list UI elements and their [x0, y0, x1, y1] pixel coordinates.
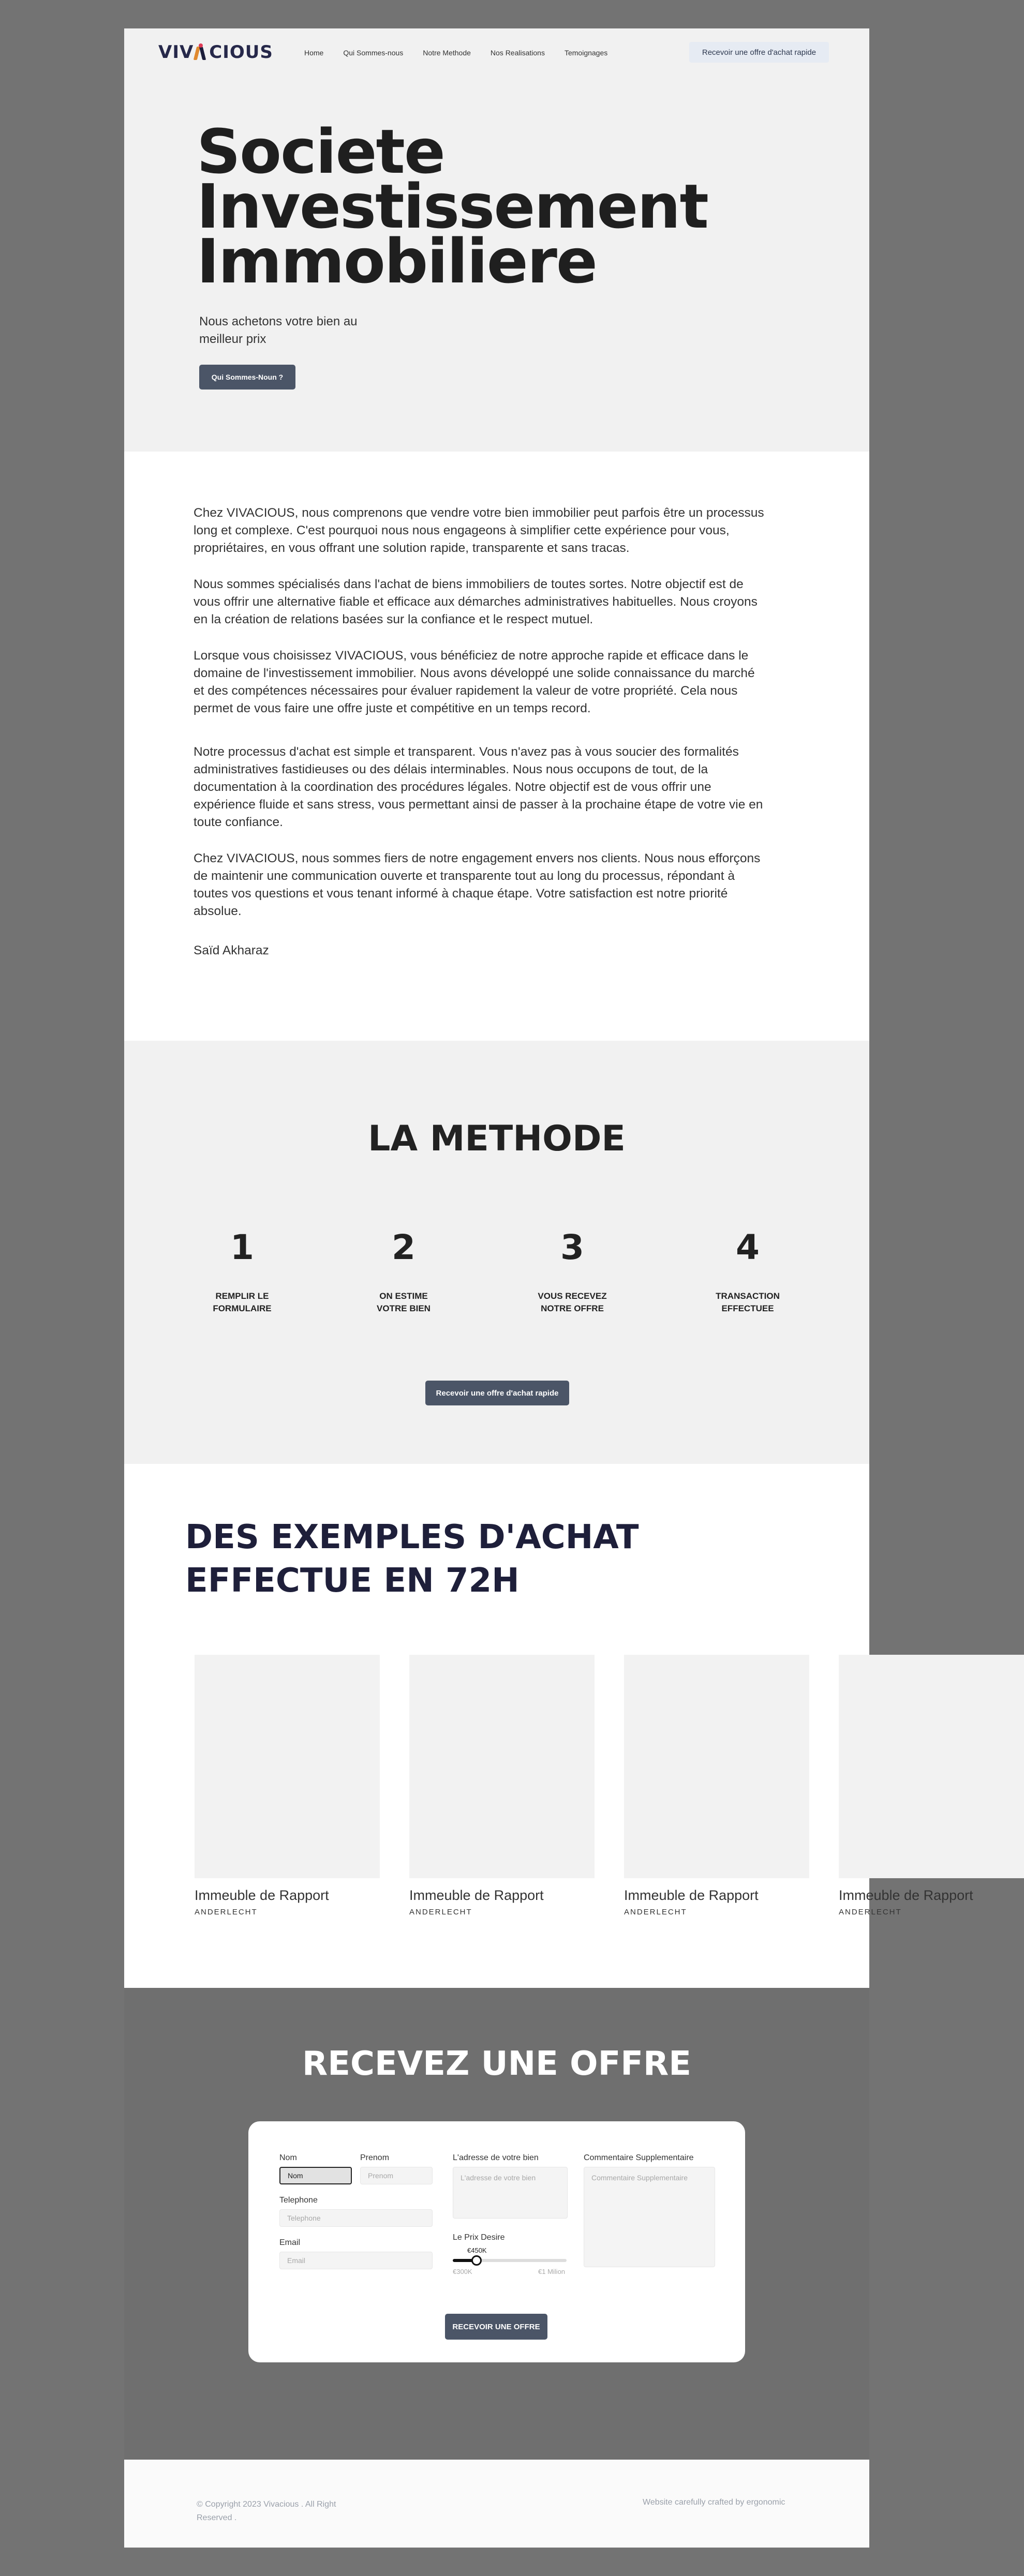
prix-min: €300K	[453, 2268, 472, 2275]
prenom-input[interactable]: Prenom	[360, 2167, 433, 2184]
prix-value: €450K	[467, 2246, 487, 2254]
example-image	[195, 1655, 380, 1878]
telephone-label: Telephone	[279, 2196, 318, 2205]
copyright-text: © Copyright 2023 Vivacious . All Right Reserved .	[197, 2500, 336, 2522]
adresse-label: L'adresse de votre bien	[453, 2153, 539, 2162]
nav-offer-button[interactable]: Recevoir une offre d'achat rapide	[689, 42, 829, 63]
logo-text-right: CIOUS	[209, 42, 273, 63]
step-number: 1	[230, 1227, 254, 1267]
methode-offer-button[interactable]: Recevoir une offre d'achat rapide	[425, 1381, 569, 1405]
example-name: Immeuble de Rapport	[409, 1888, 544, 1903]
about-paragraph: Chez VIVACIOUS, nous comprenons que vendre votre bien immobilier peut parfois être un processus long et complexe. C'est pourquoi nous nous engageons à simplifier cette expérience pour vous, propriétaires, en vous offrant une solution rapide, transparente et sans tracas.	[194, 506, 764, 555]
example-name: Immeuble de Rapport	[195, 1888, 329, 1903]
prix-max: €1 Milion	[538, 2268, 566, 2275]
example-image	[624, 1655, 809, 1878]
hero-title-line: Immobiliere	[197, 226, 597, 297]
step-2	[352, 1227, 455, 1315]
email-label: Email	[279, 2238, 301, 2247]
nav-home[interactable]: Home	[304, 49, 324, 57]
example-image	[409, 1655, 595, 1878]
step-1	[190, 1227, 294, 1315]
example-location: ANDERLECHT	[624, 1908, 687, 1916]
footer	[124, 2460, 869, 2548]
prix-label: Le Prix Desire	[453, 2233, 505, 2242]
prix-slider-handle[interactable]	[471, 2255, 482, 2266]
example-location: ANDERLECHT	[195, 1908, 258, 1916]
nav-notre-methode[interactable]: Notre Methode	[423, 49, 471, 57]
nom-input[interactable]: Nom	[279, 2167, 352, 2184]
example-image	[839, 1655, 1024, 1878]
offer-form	[248, 2121, 745, 2362]
page	[124, 28, 973, 2548]
methode-section	[124, 1041, 869, 1464]
exemples-title: DES EXEMPLES D'ACHAT EFFECTUE EN 72H	[185, 1518, 639, 1600]
example-name: Immeuble de Rapport	[839, 1888, 973, 1903]
about-section	[194, 504, 768, 960]
offre-section	[124, 1988, 869, 2460]
example-card[interactable]	[624, 1655, 809, 1916]
step-number: 3	[560, 1227, 584, 1267]
nom-label: Nom	[279, 2153, 297, 2162]
telephone-input[interactable]: Telephone	[279, 2209, 433, 2227]
offre-title: RECEVEZ UNE OFFRE	[302, 2045, 691, 2083]
step-label: TRANSACTION EFFECTUEE	[716, 1291, 780, 1313]
methode-title: LA METHODE	[368, 1118, 626, 1159]
hero-title	[197, 116, 766, 297]
example-name: Immeuble de Rapport	[624, 1888, 759, 1903]
adresse-input[interactable]: L'adresse de votre bien	[453, 2167, 568, 2219]
credit-link[interactable]: Website carefully crafted by ergonomic	[643, 2498, 785, 2507]
step-label: VOUS RECEVEZ NOTRE OFFRE	[538, 1291, 607, 1313]
hero-subtitle: Nous achetons votre bien au meilleur prix	[199, 314, 358, 346]
example-card[interactable]	[839, 1655, 1024, 1916]
commentaire-label: Commentaire Supplementaire	[584, 2153, 694, 2162]
step-number: 4	[736, 1227, 760, 1267]
hero-title-line: Investissement	[197, 171, 708, 242]
example-card[interactable]	[409, 1655, 595, 1916]
example-card[interactable]	[195, 1655, 380, 1916]
step-4	[696, 1227, 799, 1315]
step-label: ON ESTIME VOTRE BIEN	[377, 1291, 431, 1313]
example-location: ANDERLECHT	[409, 1908, 472, 1916]
hero-title-line: Societe	[197, 116, 444, 187]
submit-offer-button[interactable]: RECEVOIR UNE OFFRE	[445, 2314, 547, 2340]
nav-nos-realisations[interactable]: Nos Realisations	[490, 49, 545, 57]
main-nav	[304, 49, 607, 57]
about-paragraph: Chez VIVACIOUS, nous sommes fiers de notre engagement envers nos clients. Nous nous efforçons de maintenir une communication ouverte et transparente tout au long du processus, répondant à toutes vos questions et vous tenant informé à chaque étape. Votre satisfaction est notre priorité absolue.	[194, 851, 761, 918]
step-number: 2	[392, 1227, 415, 1267]
signature: Saïd Akharaz	[194, 943, 269, 957]
step-label: REMPLIR LE FORMULAIRE	[213, 1291, 272, 1313]
logo[interactable]	[158, 42, 273, 63]
about-paragraph: Notre processus d'achat est simple et transparent. Vous n'avez pas à vous soucier des formalités administratives fastidieuses ou des délais interminables. Nous nous occupons de tout, de la documentation à la coordination des procédures légales. Notre objectif est de vous offrir une expérience fluide et sans stress, vous permettant ainsi de passer à la prochaine étape de votre vie en toute confiance.	[194, 745, 763, 829]
logo-mark-icon	[194, 43, 209, 61]
qui-sommes-nous-button[interactable]: Qui Sommes-Noun ?	[199, 365, 295, 390]
about-paragraph: Nous sommes spécialisés dans l'achat de biens immobiliers de toutes sortes. Notre objectif est de vous offrir une alternative fiable et efficace aux démarches administratives habituelles. Nous croyons en la création de relations basées sur la confiance et le respect mutuel.	[194, 577, 758, 626]
prix-slider[interactable]	[453, 2259, 567, 2262]
logo-text-left: VIV	[158, 42, 194, 63]
commentaire-input[interactable]: Commentaire Supplementaire	[584, 2167, 715, 2267]
nav-qui-sommes-nous[interactable]: Qui Sommes-nous	[343, 49, 404, 57]
hero-section	[124, 28, 869, 452]
step-3	[521, 1227, 624, 1315]
email-input[interactable]: Email	[279, 2252, 433, 2269]
about-paragraph: Lorsque vous choisissez VIVACIOUS, vous bénéficiez de notre approche rapide et efficace dans le domaine de l'investissement immobilier. Nous avons développé une solide connaissance du marché et des compétences nécessaires pour évaluer rapidement la valeur de votre propriété. Cela nous permet de vous faire une offre juste et compétitive en un temps record.	[194, 649, 755, 715]
nav-temoignages[interactable]: Temoignages	[564, 49, 608, 57]
prenom-label: Prenom	[360, 2153, 390, 2162]
example-location: ANDERLECHT	[839, 1908, 902, 1916]
